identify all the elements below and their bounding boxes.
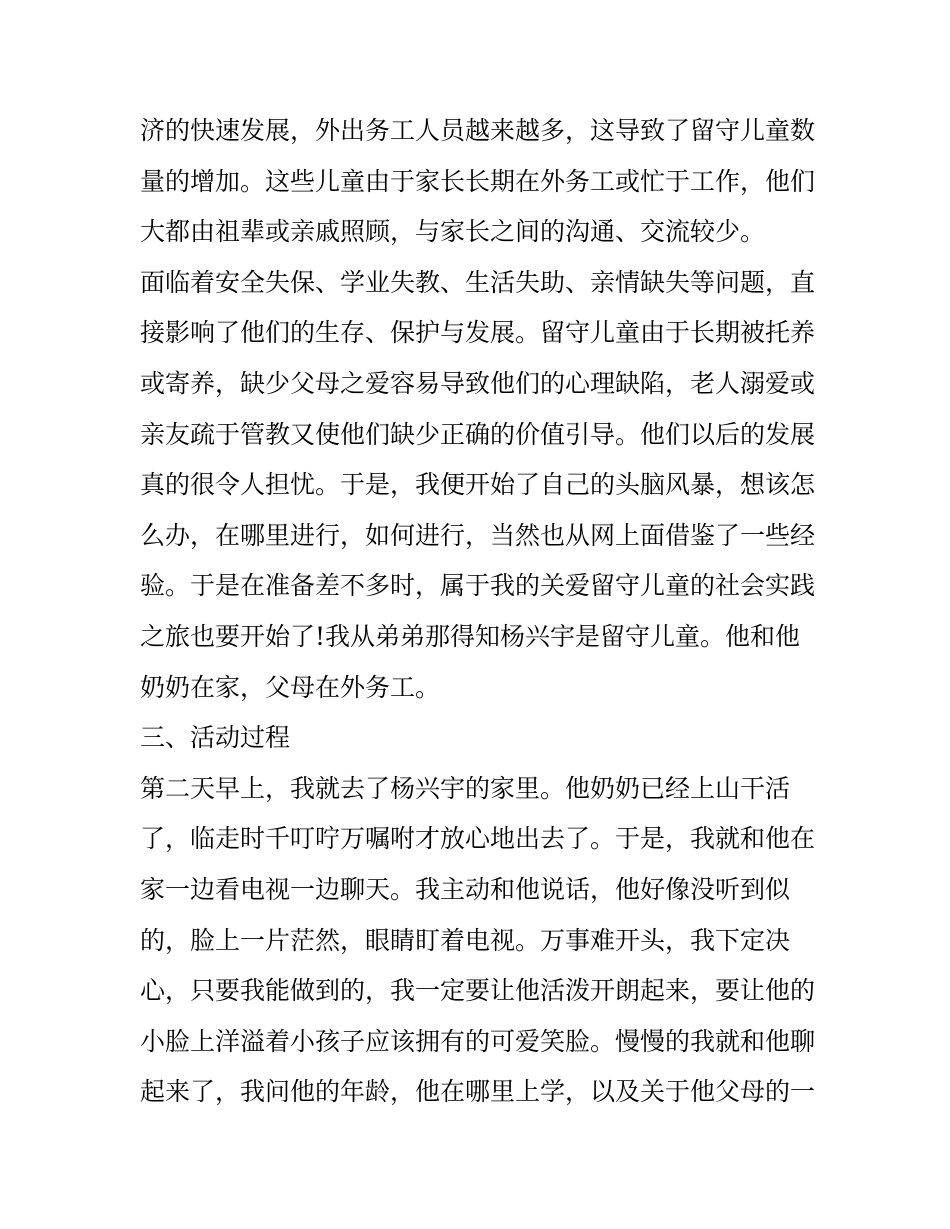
text-line: 亲友疏于管教又使他们缺少正确的价值引导。他们以后的发展 (140, 419, 816, 449)
text-line: 济的快速发展，外出务工人员越来越多，这导致了留守儿童数 (140, 116, 816, 145)
text-line: 了，临走时千叮咛万嘱咐才放心地出去了。于是，我就和他在 (140, 824, 816, 854)
text-line: 心，只要我能做到的，我一定要让他活泼开朗起来，要让他的 (140, 976, 816, 1006)
text-line: 奶奶在家，父母在外务工。 (140, 672, 441, 702)
text-line: 大都由祖辈或亲戚照顾，与家长之间的沟通、交流较少。 (140, 217, 766, 247)
section-heading: 三、活动过程 (140, 723, 291, 753)
text-line: 接影响了他们的生存、保护与发展。留守儿童由于长期被托养 (140, 318, 816, 348)
text-line: 或寄养，缺少父母之爱容易导致他们的心理缺陷，老人溺爱或 (140, 368, 816, 398)
text-line: 之旅也要开始了!我从弟弟那得知杨兴宇是留守儿童。他和他 (140, 621, 801, 651)
body-text (140, 106, 820, 1118)
text-line: 面临着安全失保、学业失教、生活失助、亲情缺失等问题，直 (140, 267, 816, 297)
text-line: 么办，在哪里进行，如何进行，当然也从网上面借鉴了一些经 (140, 520, 816, 550)
text-line: 真的很令人担忧。于是，我便开始了自己的头脑风暴，想该怎 (140, 470, 816, 500)
text-line: 验。于是在准备差不多时，属于我的关爱留守儿童的社会实践 (140, 571, 816, 601)
text-line: 小脸上洋溢着小孩子应该拥有的可爱笑脸。慢慢的我就和他聊 (140, 1026, 816, 1056)
text-line: 量的增加。这些儿童由于家长长期在外务工或忙于工作，他们 (140, 166, 816, 196)
text-line: 的，脸上一片茫然，眼睛盯着电视。万事难开头，我下定决 (140, 925, 791, 955)
text-line: 家一边看电视一边聊天。我主动和他说话，他好像没听到似 (140, 874, 791, 904)
text-line: 第二天早上，我就去了杨兴宇的家里。他奶奶已经上山干活 (140, 773, 791, 803)
text-line: 起来了，我问他的年龄，他在哪里上学，以及关于他父母的一 (140, 1077, 816, 1107)
